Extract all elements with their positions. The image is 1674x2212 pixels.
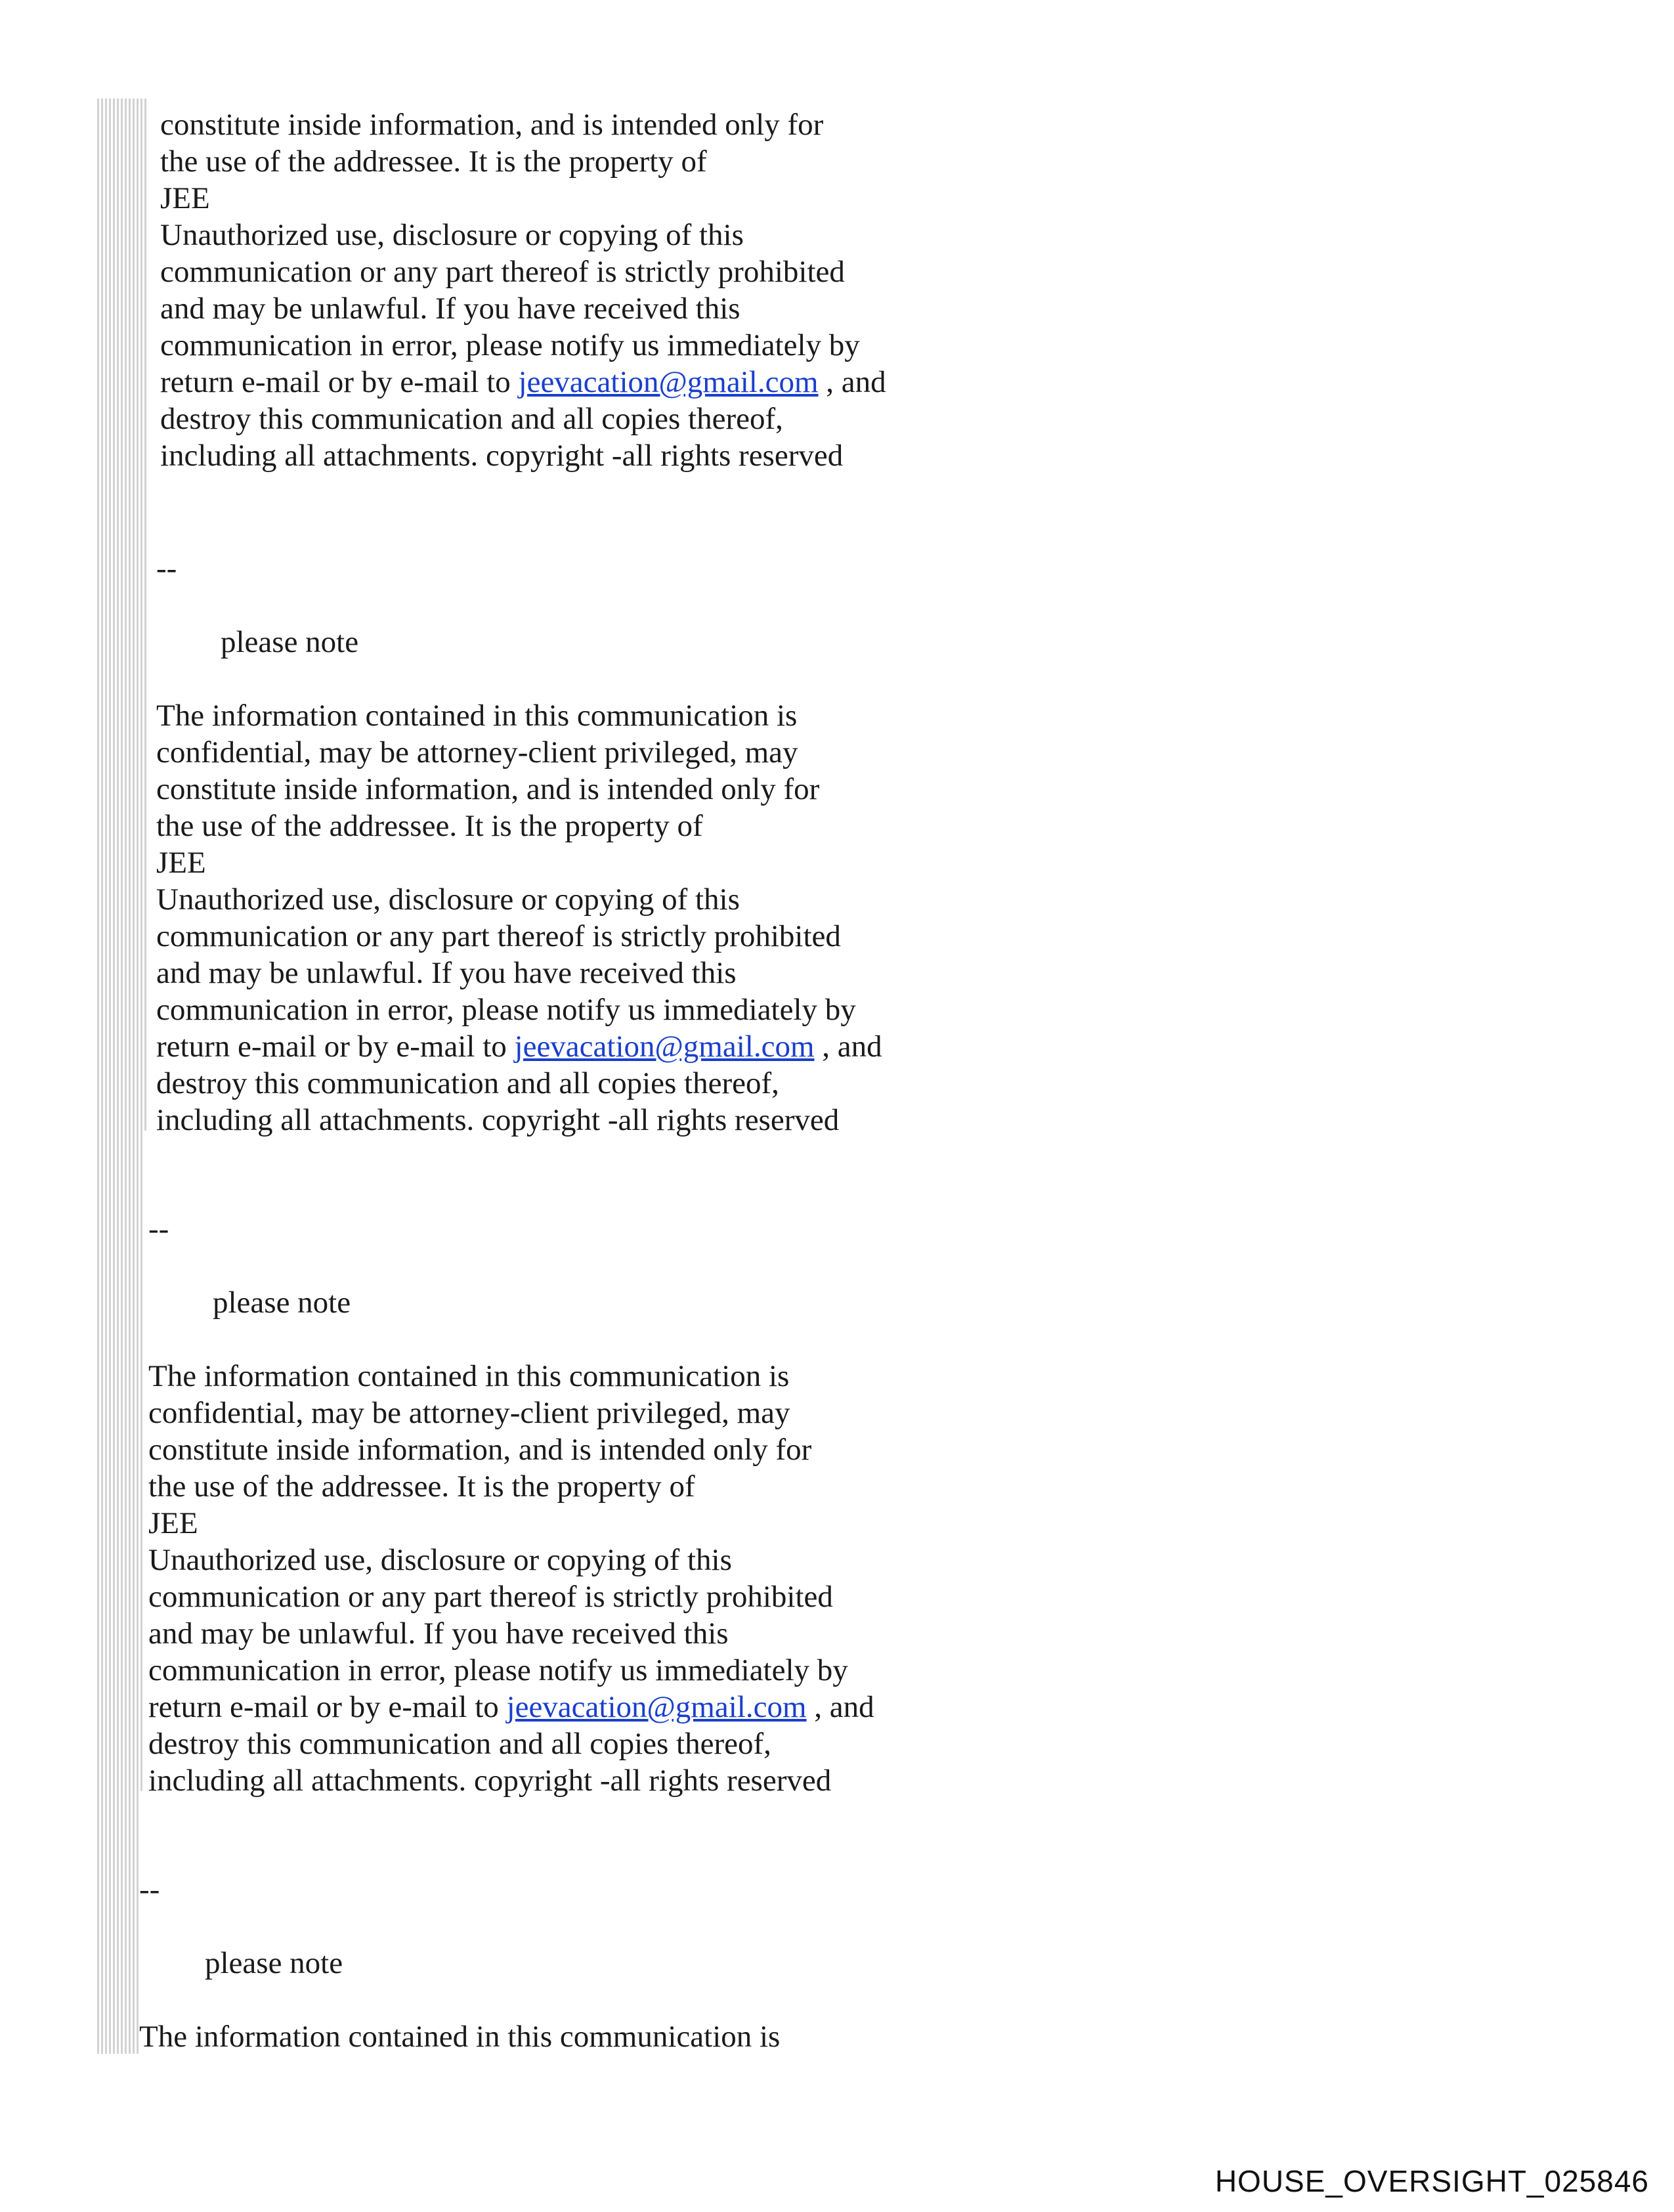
text-line: including all attachments. copyright -all rights reserved <box>156 1103 840 1137</box>
signature-separator: -- <box>139 1873 160 1907</box>
quote-bar <box>101 98 103 2054</box>
signature-separator: -- <box>156 552 177 586</box>
signature-separator: -- <box>148 1212 169 1246</box>
text-line: including all attachments. copyright -all rights reserved <box>160 439 844 473</box>
quote-bar <box>97 98 99 2054</box>
email-prefix: return e-mail or by e-mail to <box>148 1690 507 1724</box>
text-line: and may be unlawful. If you have received this <box>160 292 740 326</box>
email-suffix: , and <box>806 1690 874 1724</box>
email-suffix: , and <box>818 365 886 399</box>
text-line: constitute inside information, and is intended only for <box>148 1433 812 1467</box>
text-line: the use of the addressee. It is the property of <box>160 144 707 179</box>
text-line: destroy this communication and all copies thereof, <box>160 402 783 436</box>
please-note: please note <box>221 625 359 659</box>
text-line: and may be unlawful. If you have received this <box>148 1616 729 1651</box>
email-prefix: return e-mail or by e-mail to <box>156 1030 515 1064</box>
quote-bar <box>144 98 146 1131</box>
text-line: constitute inside information, and is intended only for <box>160 108 824 142</box>
text-line: including all attachments. copyright -all rights reserved <box>148 1764 832 1798</box>
email-line <box>148 1689 874 1725</box>
quote-bar <box>140 98 142 1791</box>
text-line: JEE <box>156 846 206 880</box>
text-line: Unauthorized use, disclosure or copying of this <box>148 1543 732 1577</box>
email-prefix: return e-mail or by e-mail to <box>160 365 519 399</box>
text-line: The information contained in this communication is <box>156 699 798 733</box>
disclaimer-block-2 <box>156 697 882 1139</box>
text-line: The information contained in this communication is <box>148 1359 790 1393</box>
text-line: communication or any part thereof is strictly prohibited <box>160 255 845 289</box>
email-link[interactable]: jeevacation@gmail.com <box>506 1690 807 1724</box>
quote-bar <box>109 98 111 2054</box>
email-suffix: , and <box>814 1030 882 1064</box>
email-link[interactable]: jeevacation@gmail.com <box>514 1030 815 1064</box>
text-line: communication in error, please notify us immediately by <box>148 1653 848 1687</box>
quote-bar <box>117 98 119 2054</box>
email-line <box>160 364 886 401</box>
text-line: and may be unlawful. If you have received this <box>156 956 737 990</box>
please-note: please note <box>205 1946 343 1980</box>
quote-bar <box>105 98 107 2054</box>
text-line: constitute inside information, and is intended only for <box>156 772 820 806</box>
quote-bar <box>113 98 115 2054</box>
quote-bar <box>121 98 123 2054</box>
quote-bar <box>133 98 135 2054</box>
text-line: Unauthorized use, disclosure or copying of this <box>156 882 740 917</box>
text-line: communication or any part thereof is strictly prohibited <box>148 1580 833 1614</box>
email-link[interactable]: jeevacation@gmail.com <box>518 365 819 399</box>
text-line: The information contained in this communication is <box>139 2020 781 2054</box>
text-line: JEE <box>160 181 210 215</box>
text-line: communication in error, please notify us immediately by <box>160 328 860 362</box>
bates-number: HOUSE_OVERSIGHT_025846 <box>1214 2164 1649 2198</box>
text-line: JEE <box>148 1506 198 1540</box>
disclaimer-block-1 <box>160 106 886 474</box>
text-line: Unauthorized use, disclosure or copying of this <box>160 218 744 252</box>
text-line: the use of the addressee. It is the property of <box>156 809 703 843</box>
disclaimer-block-4 <box>139 2018 780 2055</box>
text-line: communication in error, please notify us immediately by <box>156 993 856 1027</box>
text-line: confidential, may be attorney-client privileged, may <box>148 1396 790 1430</box>
quote-bar <box>129 98 131 2054</box>
disclaimer-block-3 <box>148 1358 874 1799</box>
text-line: the use of the addressee. It is the property of <box>148 1469 695 1504</box>
please-note: please note <box>213 1286 351 1320</box>
text-line: destroy this communication and all copies thereof, <box>156 1066 779 1100</box>
text-line: confidential, may be attorney-client privileged, may <box>156 735 798 770</box>
quote-bar <box>137 98 139 2054</box>
text-line: destroy this communication and all copies thereof, <box>148 1727 771 1761</box>
quote-bar <box>125 98 127 2054</box>
email-line <box>156 1028 882 1065</box>
text-line: communication or any part thereof is strictly prohibited <box>156 919 841 953</box>
